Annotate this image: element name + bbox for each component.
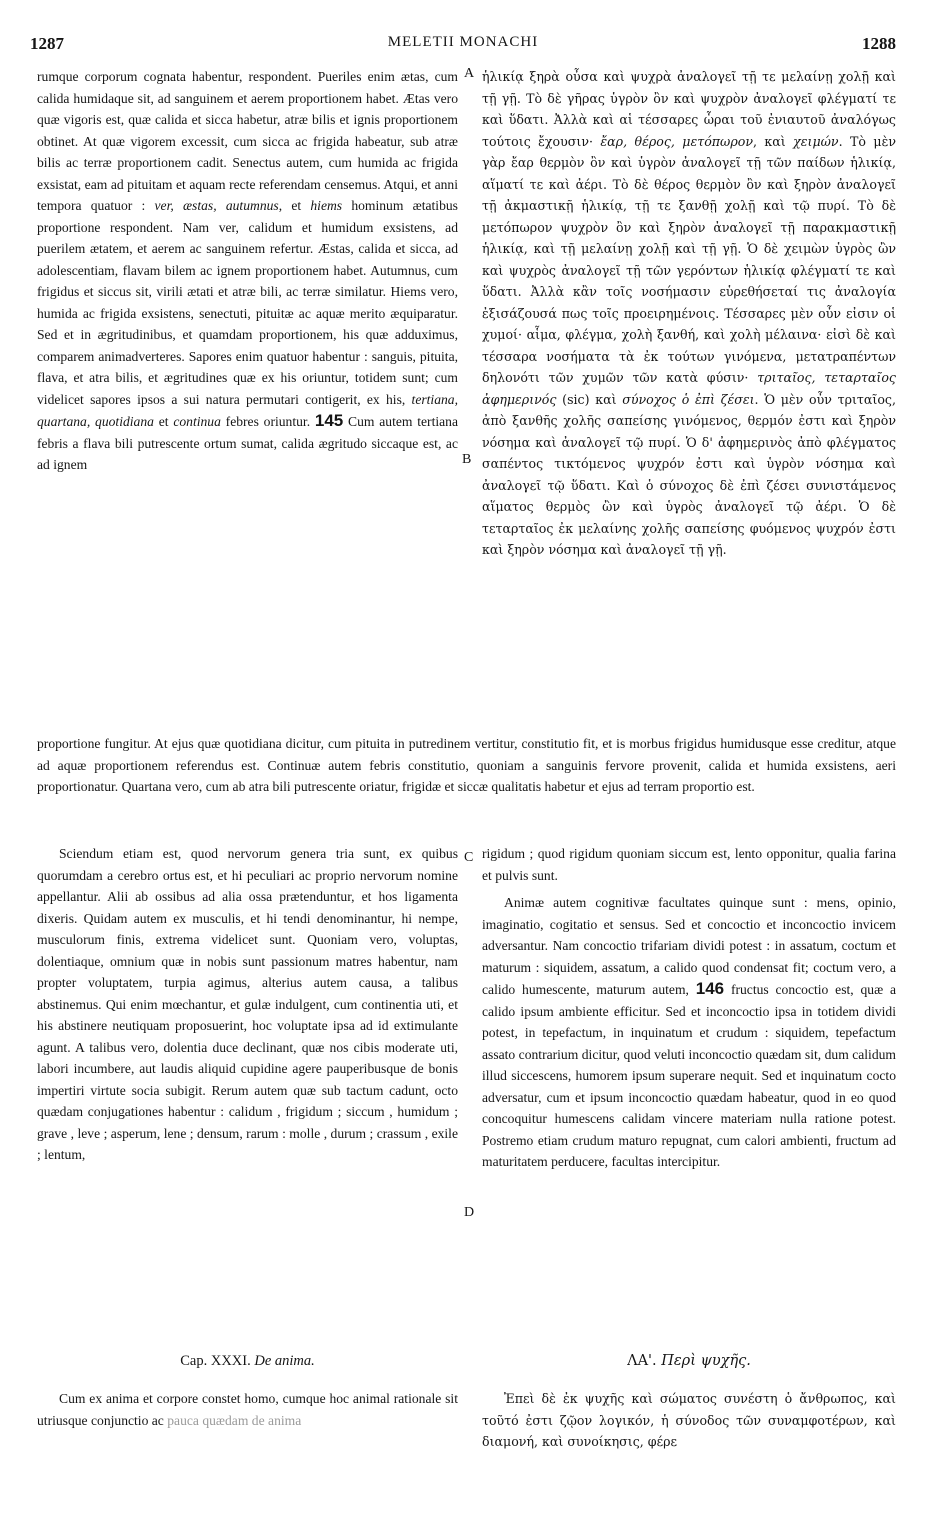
margin-letter-c: C	[464, 850, 474, 865]
full-width-paragraph: proportione fungitur. At ejus quæ quotidiana dicitur, cum pituita in putredinem vertitur, constitutio fit, et is morbus frigidus humidusque esse creditur, atque ad aquæ proportionem referendus est. Continuæ autem febris constitutio, quoniam a sanguinis fervore provenit, calida et humida exsistens, aeri proportionatur. Quartana vero, cum ab atra bili putrescente oriatur, frigidæ et siccæ qualitatis habetur et ejus ad terram proportio est.	[37, 736, 896, 794]
text-run: . Ὁ μὲν οὖν τριταῖος, ἀπὸ ξανθῆς χολῆς σαπείσης γινόμενος, θερμόν ἐστι καὶ ξηρὸν νόσημα καὶ ἀναλογεῖ τῷ πυρί. Ὁ δ' ἀφημερινὸς ἀπὸ φλέγματος σαπέντος τικτόμενος ψυχρόν ἐστι καὶ ὑγρὸν νόσημα καὶ ἀναλογεῖ τῷ ὕδατι. Καὶ ὁ σύνοχος δὲ ἐπὶ ζέσει συνιστάμενος αἵματος θερμὸς ὢν καὶ ὑγρὸς ἀναλογεῖ τῷ ἀέρι. Ὁ δὲ τεταρταῖος ἐκ μελαίνης χολῆς σαπείσης φυόμενος ψυχρόν ἐστι καὶ ξηρὸν νόσημα καὶ ἀναλογεῖ τῇ γῇ.	[482, 391, 896, 557]
italic-run: σύνοχος ὁ ἐπὶ ζέσει	[622, 391, 755, 407]
text-run: Cum autem tertiana febris a flava bili putrescente ortum sumat, calida ægritudo siccaque est, ac ad ignem	[37, 414, 458, 472]
text-run: fructus concoctio est, quæ a calido ipsum ambiente efficitur. Sed et inconcoctio ipsa in totidem dividi potest, in tepefactum, in inquinatum et crudum : siquidem, tepefactum assato contrarium dicitur, quod veluti inconcoctio quædam sit, dum calidum illud siccescens, humorem ipsum superare nequit. Sed et inquinatum cocto adversatur, cum et ipsum inconcoctio quædam habeatur, quod in eo quod concoquitur humescens calidam vincere materiam nulla ratione potest. Postremo etiam crudum maturo repugnat, cum calori ambienti, fructum ad maturitatem perducere, facultas intercipitur.	[482, 982, 896, 1169]
page-number-left: 1287	[30, 34, 64, 53]
section-number-146: 146	[695, 979, 725, 998]
greek-paragraph	[482, 66, 896, 561]
chapter-title: De anima.	[254, 1353, 315, 1369]
chapter-heading	[37, 1350, 458, 1372]
running-title: MELETII MONACHI	[387, 34, 539, 50]
italic-run: hiems	[310, 198, 343, 213]
latin-paragraph	[37, 66, 458, 476]
italic-run: continua	[173, 414, 221, 429]
greek-column-bottom	[482, 1388, 896, 1453]
chapter-heading-latin	[37, 1350, 458, 1372]
text-run: Animæ autem cognitivæ facultates quinque sunt : mens, opinio, imaginatio, cogitatio et sensus. Sed et concoctio et inconcoctio invicem adversantur. Nam concoctio trifariam dividi potest : in assatum, coctum et maturum : siquidem, assatum, a calido quod condensat fit; coctum vero, a calido humescente, maturum autem,	[482, 895, 896, 997]
text-run: . Τὸ μὲν γὰρ ἔαρ θερμὸν ὂν καὶ ὑγρὸν ἀναλογεῖ τῇ τῶν παίδων ἡλικίᾳ, αἵματί τε καὶ ἀέρι. Τὸ δὲ θέρος θερμὸν ὂν καὶ ξηρὸν ἀναλογεῖ τῇ ἀκμαστικῇ ἡλικίᾳ, τῇ τε ξανθῇ χολῇ καὶ τῷ πυρί. Τὸ δὲ μετόπωρον ψυχρὸν ὂν καὶ ξηρὸν ἀναλογεῖ τῇ παρακμαστικῇ ἡλικίᾳ, καὶ τῇ μελαίνῃ χολῇ καὶ τῇ γῇ. Ὁ δὲ χειμὼν ὑγρὸς ὢν καὶ ψυχρὸς ἀναλογεῖ τῇ τῶν γερόντων ἡλικίᾳ φλέγματί τε καὶ ὕδατι. Ἀλλὰ κἂν τοῖς νοσήμασιν εὑρεθήσεταί τις ἀναλογία ἐξισάζουσά πως τοῖς προειρημένοις. Τέσσαρες μὲν οὖν εἰσιν οἱ χυμοί· αἷμα, φλέγμα, χολὴ ξανθή, καὶ χολὴ μέλαινα· εἰσὶ δὲ καὶ τέσσαρα νοσήματα τὰ ἐκ τούτων γινόμενα, μετατραπέντων δηλονότι τῶν χυμῶν τῶν κατὰ φύσιν·	[482, 133, 896, 385]
chapter-number: ΛΑ'.	[627, 1353, 657, 1369]
margin-letter-d: D	[464, 1205, 475, 1220]
latin-paragraph	[482, 892, 896, 1173]
text-run: febres oriuntur.	[220, 414, 315, 429]
italic-run: tertiana, quartana, quotidiana	[37, 391, 458, 429]
text-run: et	[153, 414, 174, 429]
latin-paragraph	[37, 1388, 458, 1431]
full-width-passage	[37, 733, 896, 798]
margin-letter-b: B	[462, 452, 472, 467]
latin-column-bottom	[37, 1388, 458, 1431]
greek-paragraph: Ἐπεὶ δὲ ἐκ ψυχῆς καὶ σώματος συνέστη ὁ ἄνθρωπος, καὶ τοῦτό ἐστι ζῷον λογικόν, ἡ σύνοδος τῶν συναμφοτέρων, καὶ διαμονή, καὶ συνοίκησις, φέρε	[482, 1391, 896, 1449]
text-run: , καὶ	[752, 133, 794, 149]
page-header	[30, 34, 896, 56]
latin-paragraph: rigidum ; quod rigidum quoniam siccum est, lento opponitur, qualia farina et pulvis sunt.	[482, 846, 896, 883]
italic-run: χειμών	[793, 133, 839, 149]
chapter-number: Cap. XXXI.	[180, 1353, 251, 1369]
latin-column-top	[37, 66, 458, 476]
text-run: hominum ætatibus proportione respondent. Nam ver, calidum et humidum exsistens, ad puerilem ætatem, et aerem ac sanguinem refertur. Æstas, calida et sicca, ad adolescentiam, flavam bilem ac ignem proportionem habet. Autumnus, cum frigidus et siccus sit, virili ætati et atræ bili, ac terræ similatur. Hiems vero, humida ac frigida exsistens, senectuti, pituitæ ac aquæ merito æquiparatur. Sed et in ægritudinibus, et quamdam proportionem, his quæ adduximus, comparem animadverteres. Sapores enim quatuor habentur : sanguis, pituita, flava, et atra bilis, et ægritudines quæ ex his oriuntur, totidem sunt; cum videlicet sapores ipsos a sui natura permutari contigerit, ex his,	[37, 198, 458, 407]
margin-letter-a: A	[464, 66, 475, 81]
faded-text: pauca quædam de anima	[167, 1412, 302, 1428]
text-run: (sic) καὶ	[556, 391, 623, 407]
text-run: ἡλικίᾳ ξηρὰ οὖσα καὶ ψυχρὰ ἀναλογεῖ τῇ τε μελαίνῃ χολῇ καὶ τῇ γῇ. Τὸ δὲ γῆρας ὑγρὸν ὂν καὶ ψυχρὸν ἀναλογεῖ φλέγματί τε καὶ ὕδατι. Ἀλλὰ καὶ αἱ τέσσαρες ὧραι τοῦ ἐνιαυτοῦ ἀναλόγως τούτοις ἔχουσιν·	[482, 69, 896, 149]
latin-column-middle	[37, 843, 458, 1166]
latin-paragraph: Sciendum etiam est, quod nervorum genera tria sunt, ex quibus quorumdam a cerebro ortus est, et hi peculiari ac proprio nervorum nomine appellantur. Alii ab ossibus ad alia ossa prætenduntur, et hos ligamenta dixeris. Quidam autem ex musculis, et hi tendi denominantur, hi nempe, musculorum finis, extrema videlicet sunt. Quoniam vero, voluptas, dolentiaque, omnium quæ in nobis sunt passionum matres habentur, nam propter voluptatem, turpia agimus, alterius autem causa, a talibus abstinemus. Qui enim mœchantur, et gulæ indulgent, cum continentia uti, et his abstinere neutiquam proposuerint, hoc voluptate ipsa ad id extimulante agunt. A talibus vero, dolentia duce declinant, quæ nos cibis moderate uti, labori incumbere, aut laudis aliquid cupidine agere pauperibusque de bonis impertiri virtute socia subigit. Rerum autem quæ sub tactum cadunt, octo quædam conjugationes habentur : calidum , frigidum ; siccum , humidum ; grave , leve ; asperum, lene ; densum, rarum : molle , durum ; crassum , exile ; lentum,	[37, 846, 458, 1162]
italic-run: τριταῖος, τεταρταῖος ἀφημερινός	[482, 370, 896, 407]
page-number-right: 1288	[862, 34, 896, 53]
chapter-title: Περὶ ψυχῆς.	[661, 1353, 751, 1369]
latin-column-right	[482, 843, 896, 1173]
text-run: Cum ex anima et corpore constet homo, cumque hoc animal rationale sit utriusque conjunctio ac	[37, 1391, 458, 1428]
italic-run: ver, æstas, autumnus	[154, 198, 279, 213]
chapter-heading	[482, 1350, 896, 1372]
greek-column-top	[482, 66, 896, 561]
italic-run: ἔαρ, θέρος, μετόπωρον	[600, 133, 753, 149]
text-run: , et	[278, 198, 311, 213]
section-number-145: 145	[314, 411, 344, 430]
chapter-heading-greek	[482, 1350, 896, 1372]
text-run: rumque corporum cognata habentur, respondent. Pueriles enim ætas, cum calida humidaque sit, ad sanguinem et aerem proportionem habet. Ætas vero quæ vigoris est, quæ calida et sicca habetur, atræ bilis et ignis proportionem obtinet. At quæ vigorem excessit, cum sicca ac frigida habeatur, sub atræ bilis ac terræ proportionem cadit. Senectus autem, cum humida ac frigida exsistat, eam ad pituitam et aquam recte referendam censemus. Atqui, et anni tempora quatuor :	[37, 69, 458, 213]
